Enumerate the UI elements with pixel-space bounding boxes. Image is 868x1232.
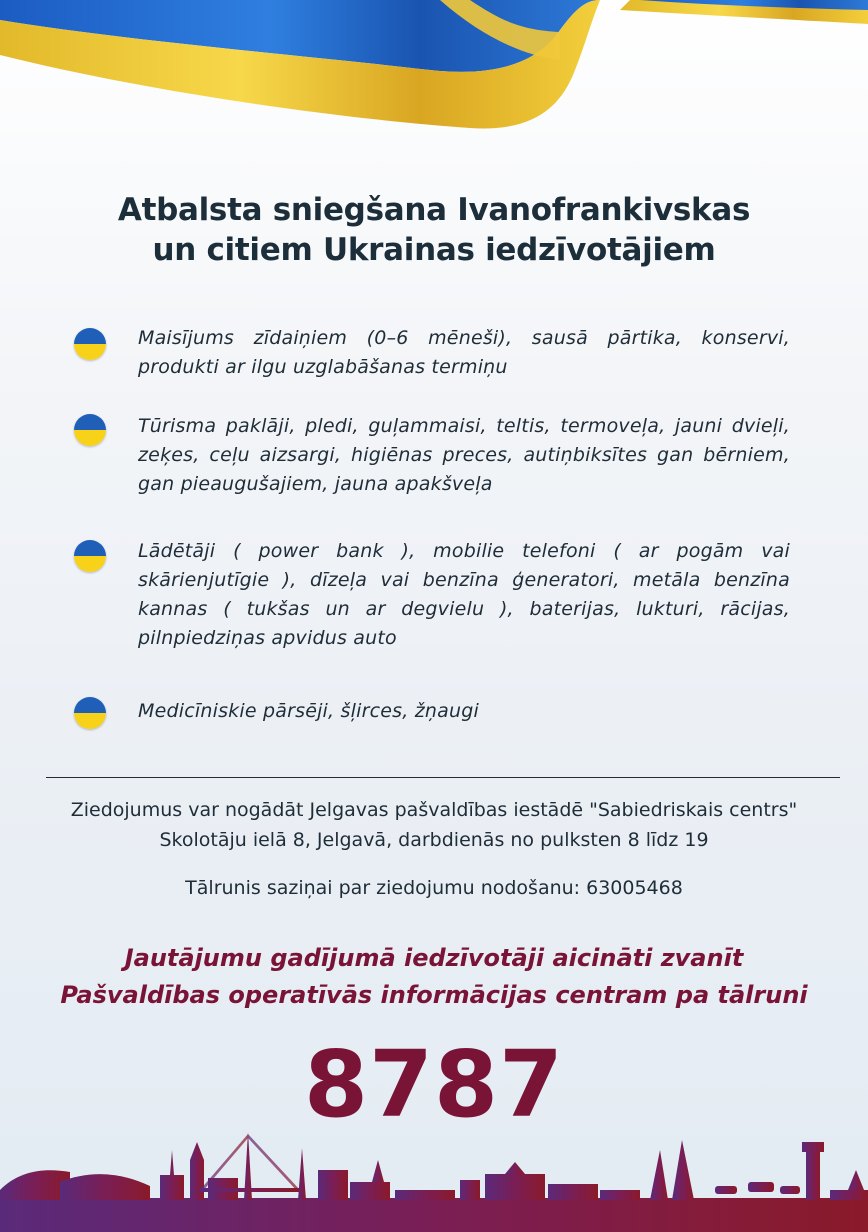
ukraine-flag-icon [74,414,106,446]
contact-phone-text: Tālrunis saziņai par ziedojumu nodošanu: 63005468 [185,877,683,899]
city-skyline-illustration [0,1120,868,1232]
ukraine-flag-icon [74,697,106,729]
list-item-text: Medicīniskie pārsēji, šļirces, žņaugi [138,700,479,722]
ukraine-flag-icon [74,328,106,360]
address-line-1: Ziedojumus var nogādāt Jelgavas pašvaldības iestādē "Sabiedriskais centrs" [70,799,798,821]
address-line-2: Skolotāju ielā 8, Jelgavā, darbdienās no pulksten 8 līdz 19 [159,829,709,851]
hotline-callout [0,940,868,1014]
callout-line-2: Pašvaldības operatīvās informācijas centram pa tālruni [60,981,808,1009]
section-divider [46,777,840,778]
list-item-text: Maisījums zīdaiņiem (0–6 mēneši), sausā pārtika, konservi, produkti ar ilgu uzglabāšanas termiņu [138,327,790,378]
title-line-2: un citiem Ukrainas iedzīvotājiem [152,232,716,268]
list-item-text: Tūrisma paklāji, pledi, guļammaisi, teltis, termoveļa, jauni dvieļi, zeķes, ceļu aizsargi, higiēnas preces, autiņbiksītes gan bērniem, gan pieaugušajiem, jauna apakšveļa [138,415,790,495]
list-item-text: Lādētāji ( power bank ), mobilie telefoni ( ar pogām vai skārienjutīgie ), dīzeļa vai benzīna ģeneratori, metāla benzīna kannas ( tukšas un ar degvielu ), baterijas, lukturi, rācijas, pilnpiedziņas apvidus auto [138,540,790,649]
ukraine-ribbon-banner [0,0,868,170]
hotline-number: 8787 [303,1031,565,1138]
title-line-1: Atbalsta sniegšana Ivanofrankivskas [117,192,751,228]
ukraine-flag-icon [74,540,106,572]
page-title [0,190,868,270]
contact-phone [0,873,868,903]
drop-off-address [0,795,868,855]
callout-line-1: Jautājumu gadījumā iedzīvotāji aicināti zvanīt [124,944,744,972]
